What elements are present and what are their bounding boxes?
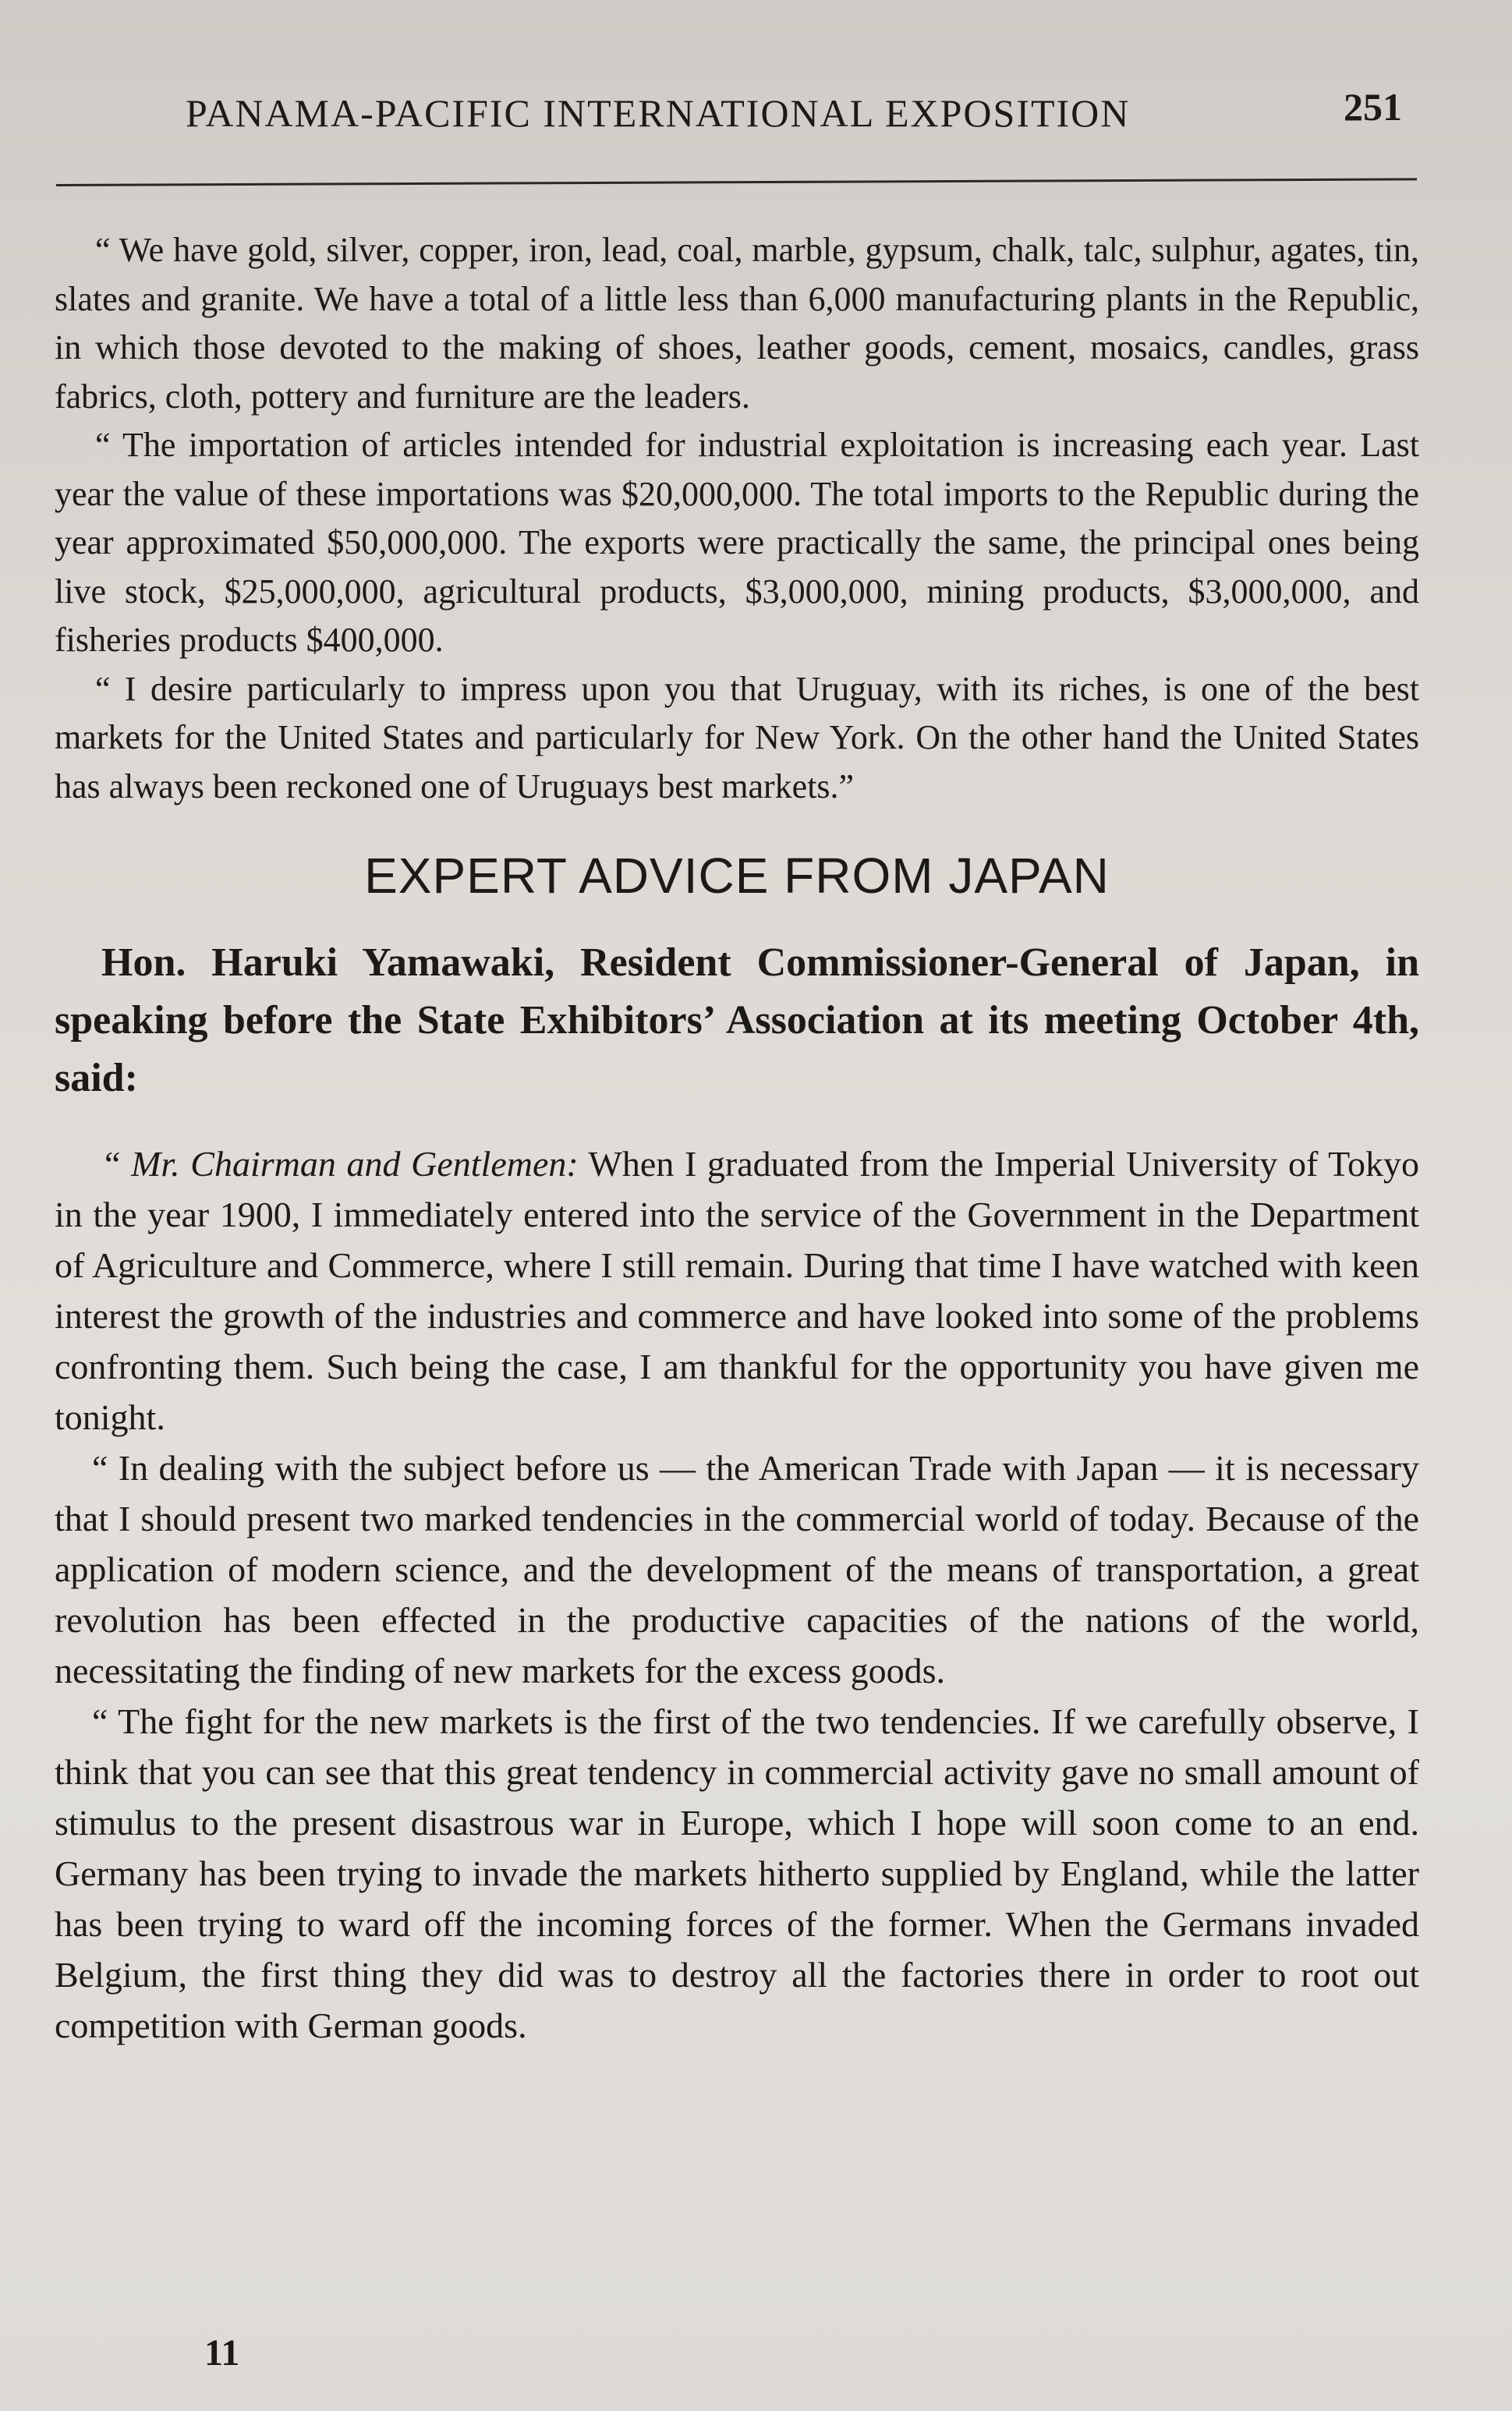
page-body [55, 226, 1419, 2051]
section-heading: EXPERT ADVICE FROM JAPAN [364, 848, 1110, 904]
speech-paragraph-tendencies: “ In dealing with the subject before us — the American Trade with Japan — it is necessary that I should present two marked tendencies in the commercial world of today. Because of the application of modern science, and the development of the means of transportation, a great revolution has been effected in the productive capacities of the nations of the world, necessitating the finding of new markets for the excess goods. [55, 1448, 1419, 1691]
quote-paragraph-minerals: “ We have gold, silver, copper, iron, lead, coal, marble, gypsum, chalk, talc, sulphur, agates, tin, slates and granite. We have a total of a little less than 6,000 manufacturing plants in the Republic, in which those devoted to the making of shoes, leather goods, cement, mosaics, candles, grass fabrics, cloth, pottery and furniture are the leaders. [55, 231, 1419, 416]
opening-paragraph-text: When I graduated from the Imperial University of Tokyo in the year 1900, I immediately entered into the service of the Government in the Department of Agriculture and Commerce, where I still remain. During that time I have watched with keen interest the growth of the industries and commerce and have looked into some of the problems confronting them. Such being the case, I am thankful for the opportunity you have given me tonight. [55, 1144, 1419, 1437]
opening-quote-mark: “ [104, 1144, 132, 1184]
section-lead: Hon. Haruki Yamawaki, Resident Commissioner-General of Japan, in speaking before the State Exhibitors’ Association at its meeting October 4th, said: [55, 940, 1419, 1100]
running-head [186, 84, 1402, 147]
header-rule [56, 178, 1417, 186]
page-number: 251 [1344, 85, 1402, 129]
signature-mark: 11 [204, 2332, 240, 2374]
salutation: Mr. Chairman and Gentlemen: [131, 1144, 579, 1184]
quote-paragraph-markets: “ I desire particularly to impress upon you that Uruguay, with its riches, is one of the best markets for the United States and particularly for New York. On the other hand the United States has always been reckoned one of Uruguays best markets.” [55, 669, 1419, 805]
speech-paragraph-new-markets: “ The fight for the new markets is the first of the two tendencies. If we carefully observe, I think that you can see that this great tendency in commercial activity gave no small amount of stimulus to the present disastrous war in Europe, which I hope will soon come to an end. Germany has been trying to invade the markets hitherto supplied by England, while the latter has been trying to ward off the incoming forces of the former. When the Germans invaded Belgium, the first thing they did was to destroy all the factories there in order to root out competition with German goods. [55, 1701, 1419, 2045]
quote-paragraph-imports: “ The importation of articles intended for industrial exploitation is increasing each year. Last year the value of these importations was $20,000,000. The total imports to the Republic during the year approximated $50,000,000. The exports were practically the same, the principal ones being live stock, $25,000,000, agricultural products, $3,000,000, mining products, $3,000,000, and fisheries products $400,000. [55, 426, 1419, 659]
speech-paragraph-opening [55, 1138, 1419, 1443]
running-title: PANAMA-PACIFIC INTERNATIONAL EXPOSITION [186, 91, 1131, 135]
